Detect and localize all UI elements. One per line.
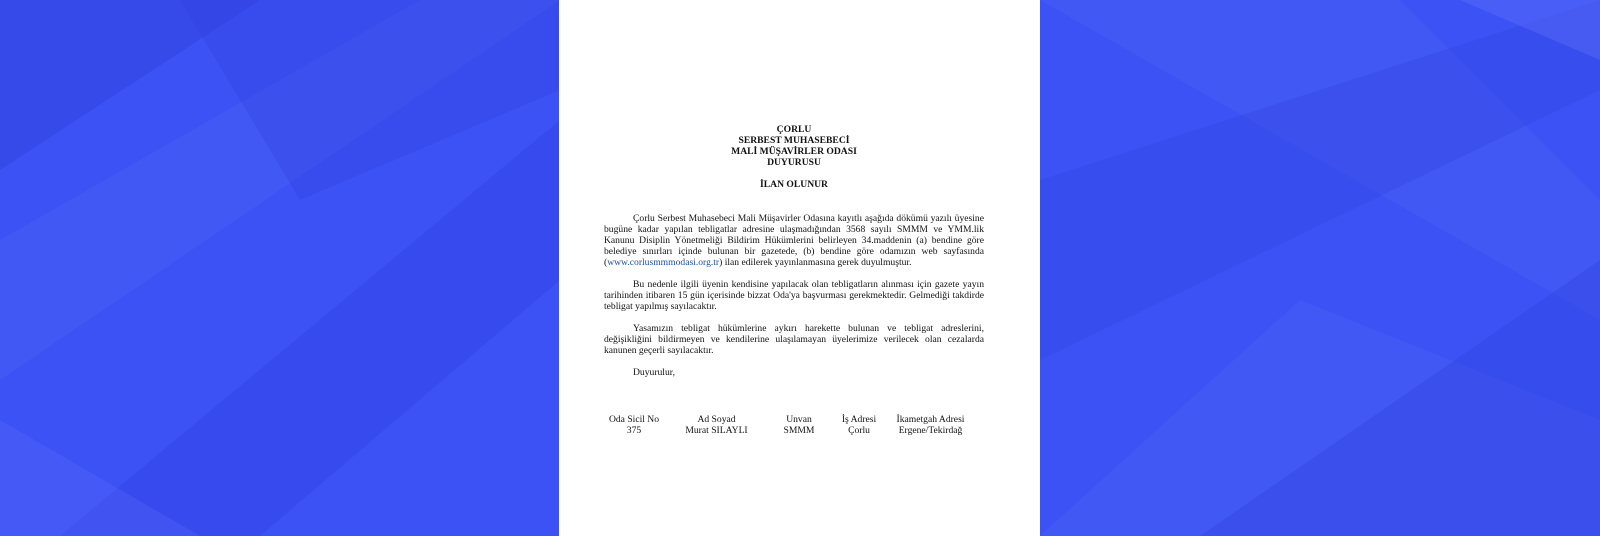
paragraph-1-text-a: Çorlu Serbest Muhasebeci Mali Müşavirler Odasına kayıtlı aşağıda dökümü yazılı üyesine bugüne kadar yapılan tebligatlar adresine ulaşmadığından 3568 sayılı SMMM ve YMM.lik Kanunu Disiplin Yönetmeliği Bildirim Hükümlerini belirleyen 34.maddenin (a) bendine göre belediye sınırları içinde bulunan bir gazetede, (b) bendine göre odamızın web sayfasında ( [604, 213, 984, 268]
header-unvan: Unvan [786, 414, 812, 425]
document-body [604, 124, 984, 378]
cell-ad-soyad: Murat SILAYLI [685, 425, 748, 436]
table-row [604, 425, 972, 436]
header-is-adresi: İş Adresi [841, 414, 877, 425]
heading-line-2: SERBEST MUHASEBECİ [738, 135, 850, 146]
cell-sicil-no: 375 [626, 425, 642, 436]
ilan-olunur-title: İLAN OLUNUR [760, 179, 828, 190]
header-sicil-no: Oda Sicil No [608, 414, 660, 425]
website-link[interactable]: www.corlusmmmodasi.org.tr [607, 257, 720, 268]
paragraph-2: Bu nedenle ilgili üyenin kendisine yapılacak olan tebligatların alınması için gazete yayın tarihinden itibaren 15 gün içerisinde bizzat Oda'ya başvurması gerekmektedir. Gelmediği takdirde tebligat yapılmış sayılacaktır. [604, 279, 984, 312]
closing-text: Duyurulur, [633, 367, 675, 378]
announcement-heading [604, 124, 984, 168]
cell-unvan: SMMM [783, 425, 815, 436]
heading-line-3: MALİ MÜŞAVİRLER ODASI [731, 146, 857, 157]
paragraph-1 [604, 213, 984, 268]
cell-ikametgah-adresi: Ergene/Tekirdağ [898, 425, 963, 436]
header-ad-soyad: Ad Soyad [697, 414, 736, 425]
member-table [604, 414, 972, 436]
heading-line-4: DUYURUSU [767, 157, 821, 168]
paragraph-3: Yasamızın tebligat hükümlerine aykırı harekette bulunan ve tebligat adreslerini, değişikliğini bildirmeyen ve kendilerine ulaşılamayan üyelerimize verilecek olan cezalarda kanunen geçerli sayılacaktır. [604, 323, 984, 356]
paragraph-1-text-b: ) ilan edilerek yayınlanmasına gerek duyulmuştur. [719, 257, 912, 268]
cell-is-adresi: Çorlu [848, 425, 870, 436]
heading-line-1: ÇORLU [776, 124, 812, 135]
announcement-paper [559, 0, 1040, 536]
table-header-row [604, 414, 972, 425]
header-ikametgah-adresi: İkametgah Adresi [896, 414, 965, 425]
